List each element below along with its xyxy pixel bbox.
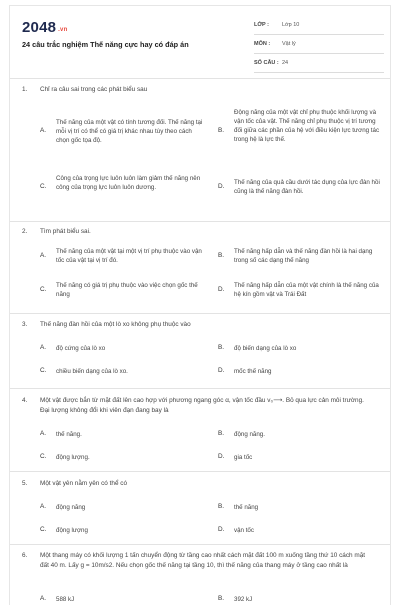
option-letter: C. [40, 286, 47, 293]
option-text: động năng. [234, 431, 265, 438]
option-text: thế năng. [56, 431, 82, 438]
document-page [9, 5, 391, 605]
option-letter: C. [40, 183, 47, 190]
logo-sub-text: .vn [58, 27, 68, 33]
question-number: 1. [22, 86, 28, 93]
option-letter: D. [218, 183, 225, 190]
meta-table [254, 16, 384, 73]
question-text: Một vật yên nằm yên có thể có [40, 480, 128, 487]
option-letter: B. [218, 252, 225, 259]
option-text: độ biến dạng của lò xo [234, 345, 297, 352]
option-text: Công của trọng lực luôn luôn làm giảm thế năng nên công của trọng lực luôn luôn dương. [56, 175, 201, 191]
option-text: Thế năng hấp dẫn của một vật chính là thế năng của hệ kín gồm vật và Trái Đất [234, 282, 379, 298]
logo-main-text: 2048 [22, 19, 57, 36]
divider [10, 221, 391, 222]
option-letter: A. [40, 252, 47, 259]
document-title: 24 câu trắc nghiệm Thế năng cực hay có đáp án [22, 40, 189, 49]
meta-label: LỚP : [254, 22, 269, 28]
meta-value: Vật lý [282, 41, 296, 47]
option-text: 588 kJ [56, 596, 75, 603]
option-letter: B. [218, 430, 225, 437]
option-text: độ cứng của lò xo [56, 345, 106, 352]
question-text: Tìm phát biểu sai. [40, 228, 91, 235]
meta-row-class [254, 16, 384, 35]
meta-row-subject [254, 35, 384, 54]
option-text: 392 kJ [234, 596, 253, 603]
question-text: Một thang máy có khối lượng 1 tấn chuyển động từ tầng cao nhất cách mặt đất 100 m xuống tầng thứ 10 cách mặt đất 40 m. Lấy g = 10m/s2. Nếu chọn gốc thế năng tại tầng 10, thì thế năng của thang máy ở tầng cao nhất là [40, 552, 366, 569]
option-letter: D. [218, 526, 225, 533]
meta-value: 24 [282, 60, 289, 66]
option-letter: A. [40, 344, 47, 351]
question-number: 3. [22, 321, 28, 328]
meta-label: MÔN : [254, 41, 271, 47]
option-letter: D. [218, 286, 225, 293]
option-text: Thế năng có giá trị phụ thuộc vào việc chọn gốc thế năng [56, 282, 198, 298]
option-letter: C. [40, 526, 47, 533]
divider [10, 544, 391, 545]
option-text: Động năng của một vật chỉ phụ thuộc khối lượng và vận tốc của vật. Thế năng chỉ phụ thuộc vị trí tương đối giữa các phần của hệ với điều kiện lực tương tác trong hệ là lực thế. [234, 109, 380, 143]
option-text: Thế năng của một vật tại một vị trí phụ thuộc vào vận tốc của vật tại vị trí đó. [56, 248, 202, 264]
option-letter: C. [40, 367, 47, 374]
option-text: động lượng [56, 527, 88, 534]
divider [10, 313, 391, 314]
option-text: Thế năng của một vật có tính tương đối. Thế năng tại mỗi vị trí có thể có giá trị khác nhau tùy theo cách chọn gốc tọa độ. [56, 119, 203, 144]
question-text: Một vật được bắn từ mặt đất lên cao hợp với phương ngang góc α, vận tốc đầu v₀⟶. Bỏ qua lực cản môi trường. Đại lượng không đổi khi viên đạn đang bay là [40, 397, 364, 414]
meta-value: Lớp 10 [282, 22, 300, 28]
site-logo[interactable] [22, 19, 67, 36]
option-letter: A. [40, 503, 47, 510]
meta-label: SỐ CÂU : [254, 60, 279, 66]
question-number: 6. [22, 552, 28, 559]
option-letter: B. [218, 127, 225, 134]
option-letter: D. [218, 453, 225, 460]
option-letter: A. [40, 595, 47, 602]
option-text: động lượng. [56, 454, 90, 461]
option-text: động năng [56, 504, 86, 511]
option-letter: B. [218, 503, 225, 510]
option-text: gia tốc [234, 454, 253, 461]
option-letter: A. [40, 127, 47, 134]
question-number: 4. [22, 397, 28, 404]
divider [10, 78, 391, 79]
option-text: chiều biến dạng của lò xo. [56, 368, 128, 375]
option-text: vận tốc [234, 527, 254, 534]
option-letter: D. [218, 367, 225, 374]
divider [10, 388, 391, 389]
meta-row-count [254, 54, 384, 73]
option-letter: B. [218, 344, 225, 351]
option-text: thế năng [234, 504, 259, 511]
option-text: Thế năng của quả cầu dưới tác dụng của lực đàn hồi cũng là thế năng đàn hồi. [234, 179, 380, 195]
question-text: Chỉ ra câu sai trong các phát biểu sau [40, 86, 148, 93]
option-text: mốc thế năng [234, 368, 272, 375]
option-letter: C. [40, 453, 47, 460]
question-number: 5. [22, 480, 28, 487]
document-header [10, 6, 390, 78]
option-text: Thế năng hấp dẫn và thế năng đàn hồi là hai dạng trong số các dạng thế năng [234, 248, 373, 264]
question-text: Thế năng đàn hồi của một lò xo không phụ thuộc vào [40, 321, 191, 328]
option-letter: A. [40, 430, 47, 437]
question-number: 2. [22, 228, 28, 235]
option-letter: B. [218, 595, 225, 602]
divider [10, 471, 391, 472]
